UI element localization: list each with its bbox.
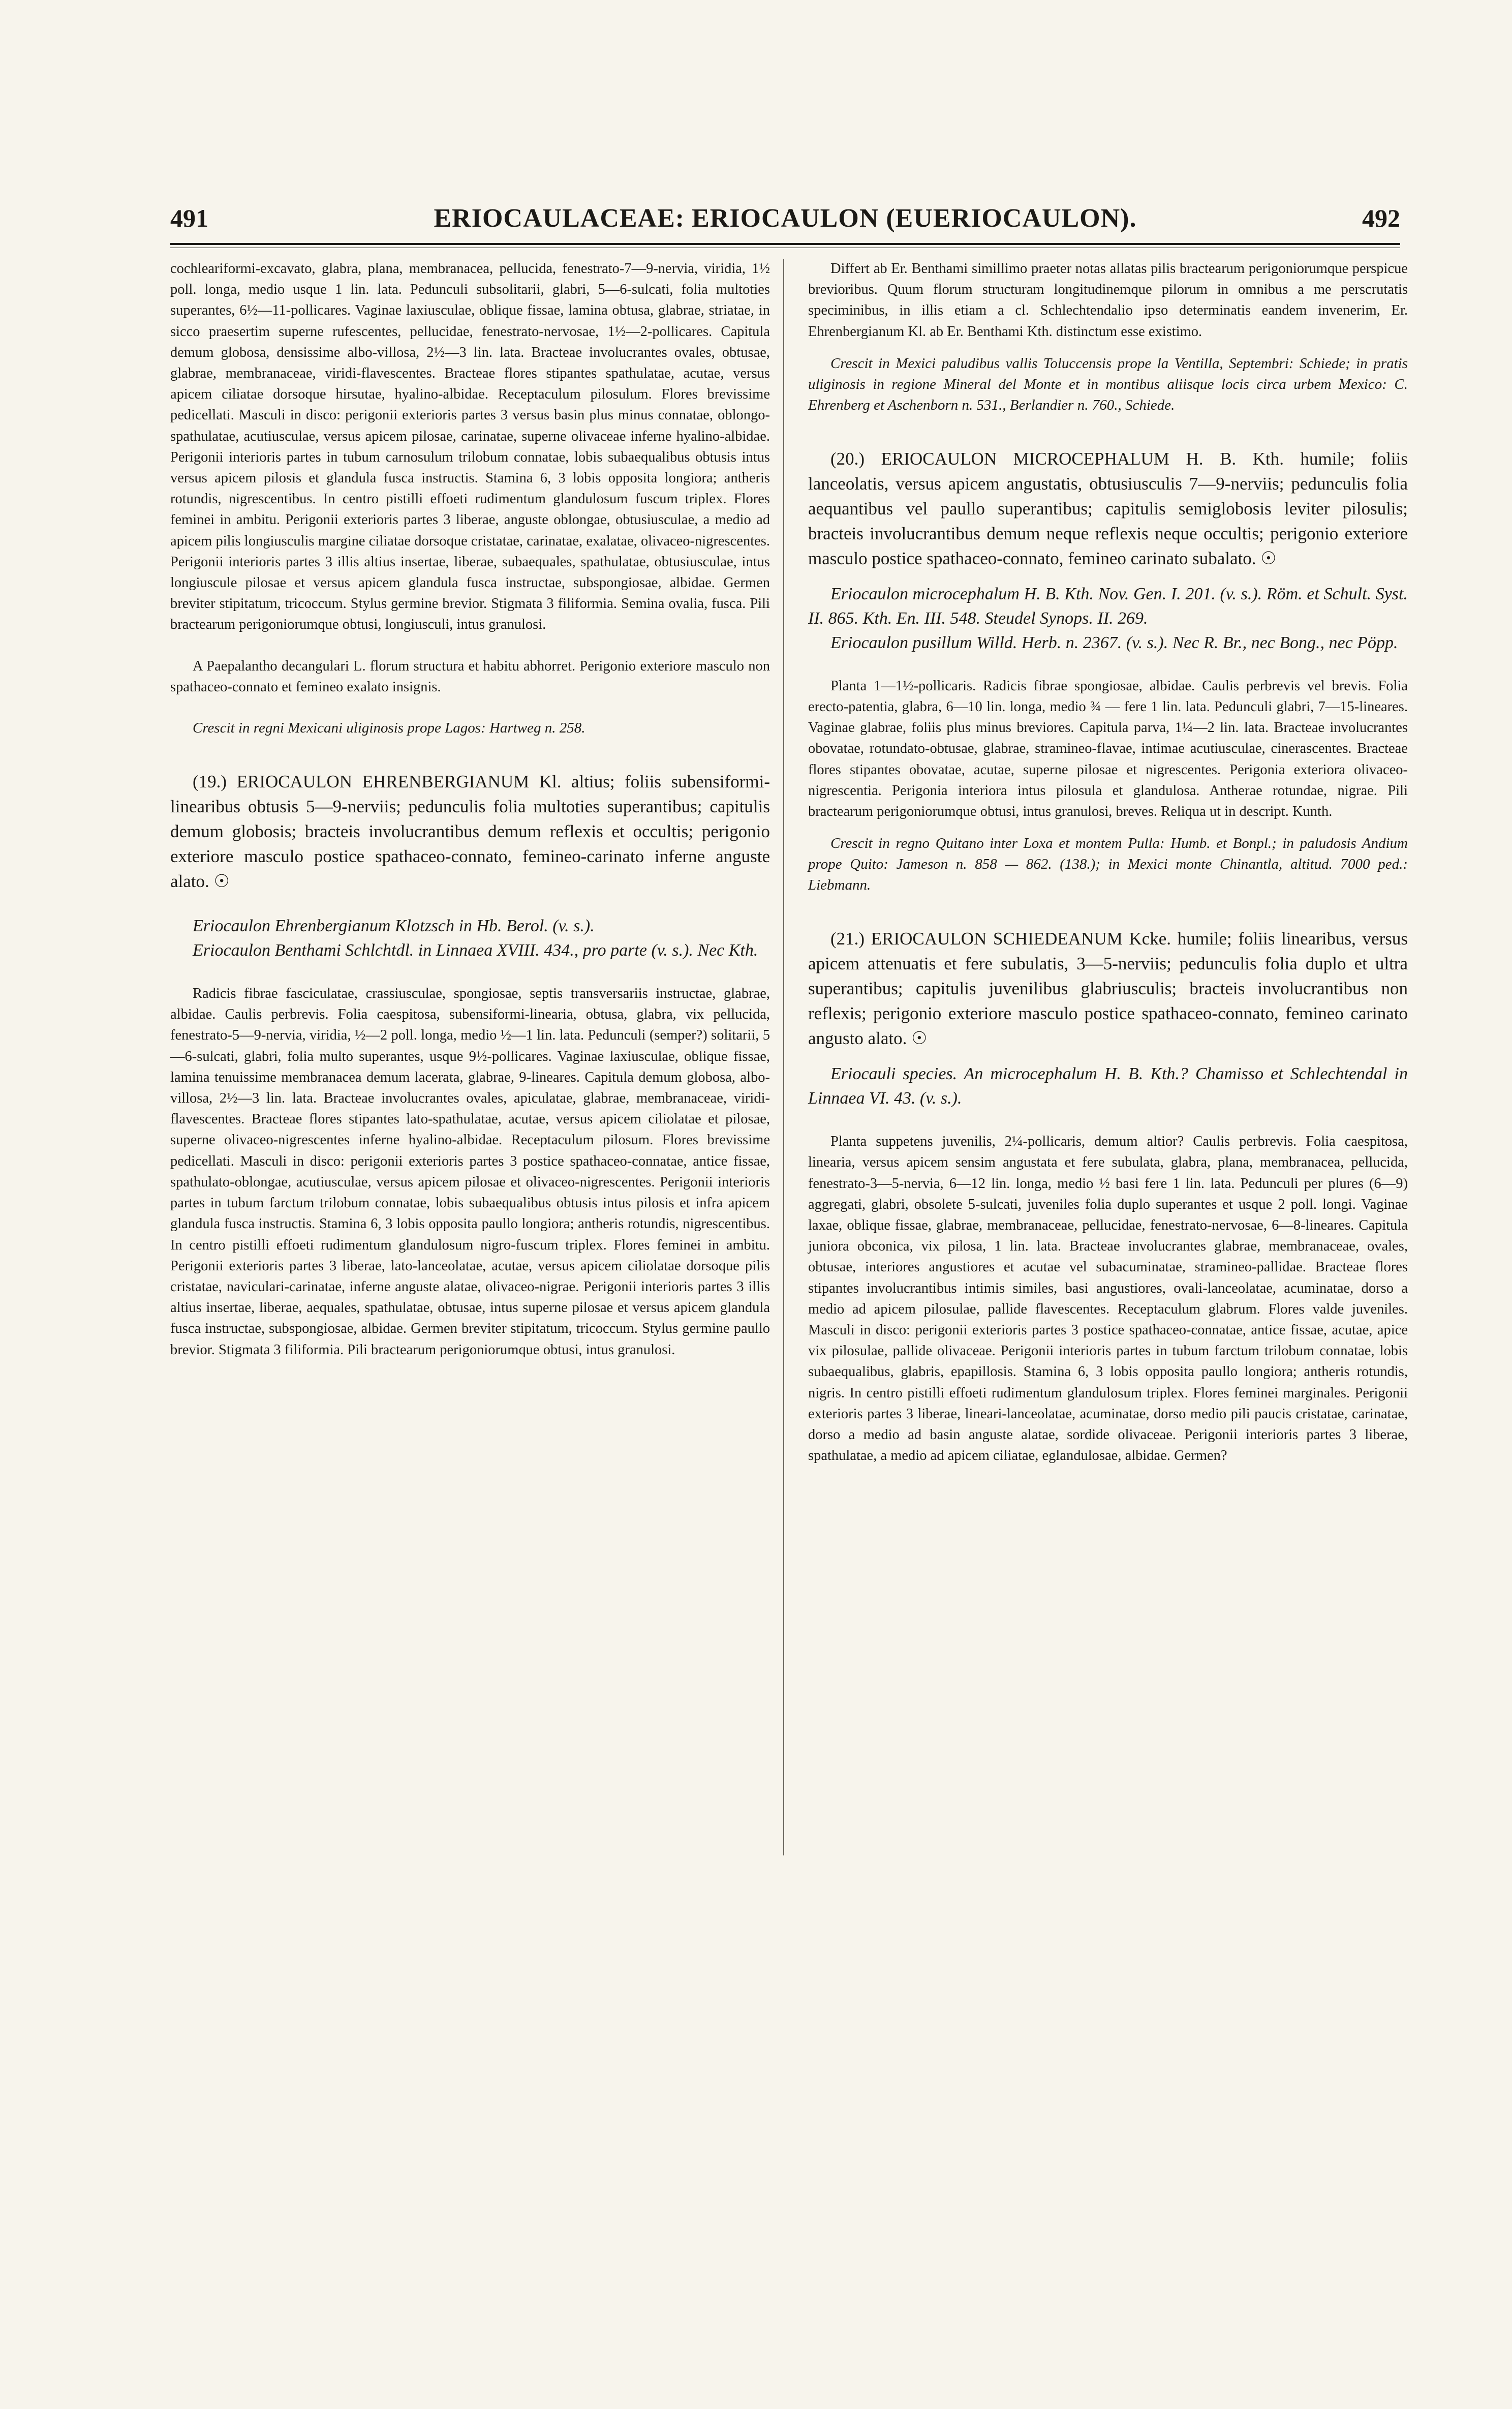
- page-number-right: 492: [1362, 204, 1400, 232]
- description-paragraph: Planta 1—1½-pollicaris. Radicis fibrae spongiosae, albidae. Caulis perbrevis vel brevis. Folia erecto-patentia, glabra, 6—10 lin. longa, medio ¾ — fere 1 lin. lata. Pedunculi glabri, 7—15-lineares. Vaginae glabrae, foliis plus minus breviores. Capitula parva, 1¼—2 lin. lata. Bracteae involucrantes obovatae, rotundato-obtusae, glabrae, stramineo-flavae, intimae acutiusculae, cinerascentes. Bracteae flores stipantes obovatae, acutae, superne pilosae et nigrescentes. Perigonia exteriora olivaceo-nigrescentia. Perigonia interiora intus pilosula et glandulosa. Antherae rotundae, nigrae. Pili bractearum perigoniorumque obtusi, intus granulosi, breves. Reliqua ut in descript. Kunth.: [808, 678, 1408, 820]
- description-paragraph: Planta suppetens juvenilis, 2¼-pollicaris, demum altior? Caulis perbrevis. Folia caespitosa, linearia, versus apicem sensim angustata et fere subulata, glabra, plana, membranacea, pellucida, fenestrato-3—5-nervia, 6—12 lin. longa, medio ½ basi fere 1 lin. lata. Pedunculi per plures (6—9) aggregati, glabri, obsolete 5-sulcati, juveniles folia duplo superantes et usque 2 poll. longi. Vaginae laxae, oblique fissae, glabrae, membranaceae, pellucidae, fenestrato-nervosae, 6—8-lineares. Capitula juniora obconica, vix pilosa, 1 lin. lata. Bracteae involucrantes glabrae, membranaceae, ovales, obtusae, interiores angustiores et acutae vel subacuminatae, stramineo-pallidae. Bracteae flores stipantes involucrantibus intimis similes, basi angustiores, ovali-lanceolatae, acuminatae, dorso a medio ad apicem pilosulae, pallide flavescentes. Receptaculum glabrum. Flores valde juveniles. Masculi in disco: perigonii exterioris partes 3 postice spathaceo-connatae, antice fissae, acutae, apice vix pilosulae, pallide olivaceae. Perigonii interioris partes in tubum farctum trilobum connatae, lobis subaequalibus, glabris, epapillosis. Stamina 6, 3 lobis opposita paullo longiora; antheris rotundis, nigris. In centro pistilli effoeti rudimentum glandulosum triplex. Flores feminei marginales. Perigonii exterioris partes 3 liberae, lineari-lanceolatae, acuminatae, dorso medio pili paucis cristatae, carinatae, dorso a medio ad basin anguste alatae, sordide olivaceae. Perigonii interioris partes 3 liberae, spathulatae, a medio ad apicem ciliatae, eglandulosae, albidae. Germen?: [808, 1134, 1408, 1464]
- page-header: [170, 203, 1400, 244]
- species-heading-19: (19.) ERIOCAULON EHRENBERGIANUM Kl. altius; foliis subensiformi-linearibus obtusis 5—9-nerviis; pedunculis folia multoties superantibus; capitulis demum globosis; bracteis involucrantibus demum reflexis et occultis; perigonio exteriore masculo postice spathaceo-connato, femineo-carinato inferne anguste alato. ☉: [170, 772, 770, 892]
- synonym-citation: Eriocaulon Ehrenbergianum Klotzsch in Hb. Berol. (v. s.).: [193, 917, 595, 936]
- page-number-left: 491: [170, 204, 208, 232]
- species-heading-20: (20.) ERIOCAULON MICROCEPHALUM H. B. Kth. humile; foliis lanceolatis, versus apicem angustatis, obtusiusculis 7—9-nerviis; pedunculis folia aequantibus vel paullo superantibus; capitulis semiglobosis leviter pilosulis; bracteis involucrantibus demum neque reflexis neque occultis; perigonio exteriore masculo postice spathaceo-connato, femineo carinato subalato. ☉: [808, 448, 1408, 568]
- synonym-citation: Eriocaulon Benthami Schlchtdl. in Linnaea XVIII. 434., pro parte (v. s.). Nec Kth.: [193, 941, 758, 960]
- remark-paragraph: A Paepalantho decangulari L. florum structura et habitu abhorret. Perigonio exteriore masculo non spathaceo-connato et femineo exalato insignis.: [170, 658, 770, 695]
- running-title: ERIOCAULACEAE: ERIOCAULON (EUERIOCAULON).: [434, 204, 1137, 233]
- description-paragraph: Radicis fibrae fasciculatae, crassiusculae, spongiosae, septis transversariis instructae, glabrae, albidae. Caulis perbrevis. Folia caespitosa, subensiformi-linearia, obtusa, glabra, vix pellucida, fenestrato-5—9-nervia, viridia, ½—2 poll. longa, medio ½—1 lin. lata. Pedunculi (semper?) solitarii, 5—6-sulcati, glabri, folia multo superantes, usque 9½-pollicares. Vaginae laxiusculae, oblique fissae, lamina tenuissime membranacea demum lacerata, glabrae, 9-lineares. Capitula demum globosa, albo-villosa, 2½—3 lin. lata. Bracteae involucrantes ovales, apiculatae, glabrae, membranaceae, viridi-flavescentes. Bracteae flores stipantes lato-spathulatae, acutae, versus apicem ciliolatae et pilosae, superne olivaceo-nigrescentes inferne hyalino-albidae. Receptaculum pilosum. Flores brevissime pedicellati. Masculi in disco: perigonii exterioris partes 3 postice spathaceo-connatae, antice fissae, spathulato-oblongae, acutiusculae, versus apicem pilosae et olivaceo-nigrescentes. Perigonii interioris partes in tubum farctum trilobum connatae, lobis subaequalibus obtusis intus pilosis et infra apicem glandula fusca instructis. Stamina 6, 3 lobis opposita paullo longiora; antheris rotundis, nigrescentibus. In centro pistilli effoeti rudimentum glandulosum nigro-fuscum triplex. Flores feminei in ambitu. Perigonii exterioris partes 3 liberae, lato-lanceolatae, acutae, versus apicem ciliolatae dorsoque pilis cristatae, naviculari-carinatae, inferne anguste alatae, olivaceo-nigrae. Perigonii interioris partes 3 illis altius insertae, liberae, aequales, spathulatae, obtusae, intus superne pilosae et versus apicem glandula fusca instructae, subspongiosae, albidae. Germen breviter stipitatum, tricoccum. Stylus germine paullo brevior. Stigmata 3 filiformia. Pili bractearum perigoniorumque obtusi, intus granulosi.: [170, 986, 770, 1358]
- header-rule: [170, 243, 1400, 245]
- description-paragraph: cochleariformi-excavato, glabra, plana, membranacea, pellucida, fenestrato-7—9-nervia, viridia, 1½ poll. longa, medio usque 1 lin. lata. Pedunculi subsolitarii, glabri, 5—6-sulcati, folia multoties superantes, 6½—11-pollicares. Vaginae laxiusculae, oblique fissae, lamina obtusa, glabrae, striatae, in sicco praesertim superne rufescentes, pellucidae, fenestrato-nervosae, 1½—2-pollicares. Capitula demum globosa, densissime albo-villosa, 2½—3 lin. lata. Bracteae involucrantes ovales, obtusae, glabrae, membranaceae, viridi-flavescentes. Bracteae flores stipantes spathulatae, acutae, versus apicem ciliatae dorsoque hirsutae, hyalino-albidae. Receptaculum pilosulum. Flores brevissime pedicellati. Masculi in disco: perigonii exterioris partes 3 versus basin plus minus connatae, oblongo-spathulatae, acutiusculae, versus apicem pilosae, carinatae, superne olivaceae inferne hyalino-albidae. Perigonii interioris partes in tubum carnosulum trilobum connatae, lobis subaequalibus obtusis intus versus apicem pilosis et glandula fusca instructis. Stamina 6, 3 lobis opposita longiora; antheris rotundis, nigrescentibus. In centro pistilli effoeti rudimentum glandulosum fuscum triplex. Flores feminei in ambitu. Perigonii exterioris partes 3 liberae, anguste oblongae, obtusiusculae, a medio ad apicem pilis longiusculis margine ciliatae dorsoque cristatae, carinatae, exalatae, olivaceo-nigrescentes. Perigonii interioris partes 3 illis altius insertae, liberae, subaequales, spathulatae, obtusiusculae, intus longiuscule pilosae et versus apicem glandula fusca instructae, subspongiosae, albidae. Germen breviter stipitatum, tricoccum. Stylus germine brevior. Stigmata 3 filiformia. Semina ovalia, fusca. Pili bractearum perigoniorumque obtusi, longiusculi, intus granulosi.: [170, 261, 770, 633]
- locality-paragraph: Crescit in Mexici paludibus vallis Toluccensis prope la Ventilla, Septembri: Schiede; in pratis uliginosis in regione Mineral del Monte et in montibus aliisque locis circa urbem Mexico: C. Ehrenberg et Aschenborn n. 531., Berlandier n. 760., Schiede.: [808, 355, 1408, 413]
- left-column: [170, 258, 770, 1360]
- right-column: [808, 258, 1408, 1466]
- species-heading-21: (21.) ERIOCAULON SCHIEDEANUM Kcke. humile; foliis linearibus, versus apicem attenuatis et fere subulatis, 3—5-nerviis; pedunculis folia duplo et ultra superantibus; capitulis juvenilibus glabriusculis; bracteis involucrantibus non reflexis; perigonio exteriore masculo postice spathaceo-connato, femineo carinato angusto alato. ☉: [808, 929, 1408, 1049]
- column-divider: [783, 259, 784, 1855]
- locality-paragraph: Crescit in regno Quitano inter Loxa et montem Pulla: Humb. et Bonpl.; in paludosis Andium prope Quito: Jameson n. 858 — 862. (138.); in Mexici monte Chinantla, altitud. 7000 ped.: Liebmann.: [808, 835, 1408, 894]
- locality-paragraph: Crescit in regni Mexicani uliginosis prope Lagos: Hartweg n. 258.: [193, 720, 585, 737]
- remark-paragraph: Differt ab Er. Benthami simillimo praeter notas allatas pilis bractearum perigoniorumque perspicue brevioribus. Quum florum structuram longitudinemque pilorum in omnibus a me perscrutatis speciminibus, in illis etiam a cl. Schlechtendalio ipso determinatis eandem invenerim, Er. Ehrenbergianum Kl. ab Er. Benthami Kth. distinctum esse existimo.: [808, 261, 1408, 340]
- synonym-citation: Eriocaulon microcephalum H. B. Kth. Nov. Gen. I. 201. (v. s.). Röm. et Schult. Syst. II. 865. Kth. En. III. 548. Steudel Synops. II. 269.: [808, 584, 1408, 628]
- synonym-citation: Eriocaulon pusillum Willd. Herb. n. 2367. (v. s.). Nec R. Br., nec Bong., nec Pöpp.: [830, 633, 1398, 652]
- synonym-citation: Eriocauli species. An microcephalum H. B. Kth.? Chamisso et Schlechtendal in Linnaea VI. 43. (v. s.).: [808, 1064, 1408, 1108]
